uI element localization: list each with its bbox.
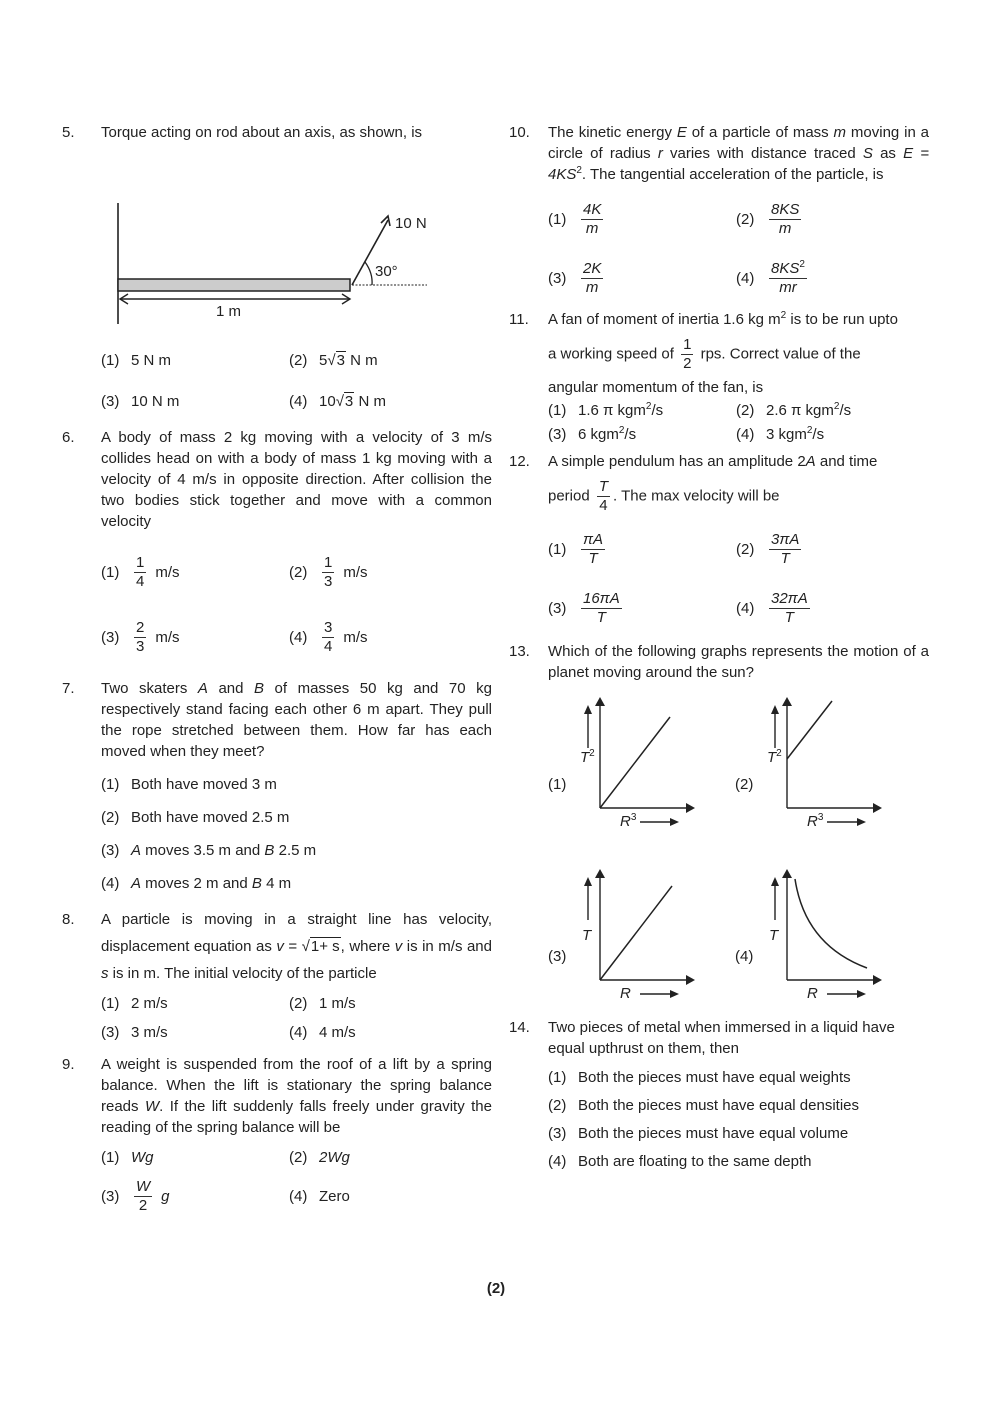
length-label: 1 m [216, 303, 242, 320]
angle-label: 30° [375, 263, 398, 280]
q11-options [509, 402, 929, 443]
question-6: 6. A body of mass 2 kg moving with a velocity of 3 m/s collides head on with a body of mass 1 kg moving with a velocity of 4 m/s in opposite direction. After collision the two bodies stick together and move with a common velocity [62, 429, 492, 530]
question-text: A weight is suspended from the roof of a lift by a spring balance. When the lift is stationary the spring balance reads W. If the lift suddenly falls freely under gravity the reading of the spring balance will be [101, 1056, 492, 1136]
option-1[interactable]: (1) 1.6 π kgm$^2$/s [548, 401, 664, 419]
option-3[interactable]: (3) $\frac{2}{3}$ m/s [101, 619, 180, 655]
option-1[interactable]: (1) $\frac{\pi A}{T}$ [548, 531, 604, 567]
rod-diagram [62, 149, 492, 324]
option-4[interactable]: (4) 4 m/s [289, 1024, 356, 1041]
sqrt-symbol: √1+ s [301, 938, 340, 955]
option-2[interactable]: (2) Both the pieces must have equal densities [548, 1096, 860, 1114]
option-3[interactable]: (3) 3 m/s [101, 1024, 168, 1041]
question-14: 14. Two pieces of metal when immersed in a liquid have equal upthrust on them, then [509, 1017, 929, 1059]
option-4[interactable]: (4) 10√3 N m [289, 393, 386, 410]
option-1[interactable]: (1) $\frac{4K}{m}$ [548, 201, 602, 237]
sqrt-symbol: √3 [335, 393, 354, 410]
option-3[interactable]: (3) 10 N m [101, 393, 180, 410]
option-1[interactable]: (1) Wg [101, 1149, 154, 1166]
option-3[interactable]: (3) $\frac{16\pi A}{T}$ [548, 590, 620, 626]
right-column [509, 122, 929, 1175]
option-4[interactable]: (4) $\frac{32\pi A}{T}$ [736, 590, 808, 626]
q10-options [509, 201, 929, 297]
option-3[interactable]: (3) Both the pieces must have equal volume [548, 1124, 849, 1142]
question-7: 7. Two skaters A and B of masses 50 kg and 70 kg respectively stand facing each other 6 m apart. They pull the rope stretched between them. How far has each moved when they meet? [62, 680, 492, 760]
option-2[interactable]: (2) 2.6 π kgm$^2$/s [736, 401, 852, 419]
option-2[interactable]: (2) 5√3 N m [289, 352, 378, 369]
option-1[interactable]: (1) $T^2$ $R^3$ [548, 693, 708, 853]
option-3[interactable]: (3) 6 kgm$^2$/s [548, 425, 637, 443]
option-3[interactable]: (3) T R [548, 865, 708, 1025]
question-text: A particle is moving in a straight line has velocity, displacement equation as v = √1+ s, where v is in m/s and s is in m. The initial velocity of the particle [101, 911, 492, 982]
question-number: 5. [62, 124, 75, 141]
option-1[interactable]: (1) 5 N m [101, 352, 172, 369]
option-2[interactable]: (2) $\frac{3\pi A}{T}$ [736, 531, 800, 567]
question-9: 9. A weight is suspended from the roof of a lift by a spring balance. When the lift is stationary the spring balance reads W. If the lift suddenly falls freely under gravity the reading of the spring balance will be [62, 1056, 492, 1136]
option-2[interactable]: (2) 1 m/s [289, 995, 356, 1012]
left-column [62, 122, 492, 1215]
question-text: Two skaters A and B of masses 50 kg and 70 kg respectively stand facing each other 6 m apart. They pull the rope stretched between them. How far has each moved when they meet? [101, 680, 492, 760]
question-10: 10. The kinetic energy E of a particle of mass m moving in a circle of radius r varies with distance traced S as $E = 4KS^2$. The tangential acceleration of the particle, is [509, 124, 930, 183]
torque-rod-figure [62, 149, 492, 324]
question-5 [62, 122, 492, 143]
option-3[interactable]: (3) $\frac{2K}{m}$ [548, 260, 602, 296]
option-1[interactable]: (1) Both have moved 3 m [101, 776, 277, 793]
question-text: Which of the following graphs represents the motion of a planet moving around the sun? [548, 643, 929, 681]
option-4[interactable]: (4) $\frac{3}{4}$ m/s [289, 619, 368, 655]
question-8: 8. A particle is moving in a straight line has velocity, displacement equation as v = √1+ s, where v is in m/s and s is in m. The initial velocity of the particle [62, 906, 492, 987]
option-4[interactable]: (4) T R [735, 865, 895, 1025]
page-number: (2) [486, 1280, 506, 1297]
option-1[interactable]: (1) $\frac{1}{4}$ m/s [101, 554, 180, 590]
option-4[interactable]: (4) A moves 2 m and B 4 m [101, 875, 292, 892]
sqrt-symbol: √3 [327, 352, 345, 369]
option-2[interactable]: (2) $\frac{8KS}{m}$ [736, 201, 800, 237]
question-text: Two pieces of metal when immersed in a liquid have equal upthrust on them, then [548, 1019, 895, 1057]
option-4[interactable]: (4) Both are floating to the same depth [548, 1152, 812, 1170]
question-text: Torque acting on rod about an axis, as shown, is [101, 124, 423, 141]
q6-options [62, 554, 492, 656]
question-13: 13. Which of the following graphs represents the motion of a planet moving around the sun? [509, 643, 929, 681]
force-label: 10 N [395, 215, 427, 232]
option-2[interactable]: (2) 2Wg [289, 1149, 350, 1166]
option-2[interactable]: (2) Both have moved 2.5 m [101, 809, 290, 826]
q9-options [62, 1149, 492, 1215]
q7-options [62, 768, 492, 900]
option-3[interactable]: (3) A moves 3.5 m and B 2.5 m [101, 842, 317, 859]
option-4[interactable]: (4) 3 kgm$^2$/s [736, 425, 825, 443]
question-text: A simple pendulum has an amplitude 2A and time period $\frac{T}{4}$ . The max velocity will be [548, 453, 878, 514]
option-1[interactable]: (1) 2 m/s [101, 995, 168, 1012]
q5-options [62, 352, 492, 410]
question-text: A fan of moment of inertia 1.6 kg $m^2$ is to be run upto a working speed of $\frac{1}{2}$ rps. Correct value of the angular momentum of the fan, is [548, 310, 898, 396]
option-2[interactable]: (2) $T^2$ $R^3$ [735, 693, 895, 853]
q8-options [62, 995, 492, 1041]
question-11: 11. A fan of moment of inertia 1.6 kg $m^2$ is to be run upto a working speed of $\frac{1}{2}$ rps. Correct value of the angular momentum of the fan, is [509, 309, 929, 398]
option-1[interactable]: (1) Both the pieces must have equal weights [548, 1068, 851, 1086]
q12-options [509, 531, 929, 627]
question-text: The kinetic energy E of a particle of mass m moving in a circle of radius r varies with distance traced S as $E = 4KS^2$. The tangential acceleration of the particle, is [548, 124, 930, 183]
option-4[interactable]: (4) $\frac{8KS^2}{mr}$ [736, 259, 805, 296]
question-text: A body of mass 2 kg moving with a velocity of 3 m/s collides head on with a body of mass 1 kg moving with a velocity of 4 m/s in opposite direction. After collision the two bodies stick together and move with a common velocity [101, 429, 492, 530]
option-2[interactable]: (2) $\frac{1}{3}$ m/s [289, 554, 368, 590]
q13-graphs [509, 693, 929, 1023]
q14-options [509, 1063, 929, 1175]
question-12: 12. A simple pendulum has an amplitude 2A and time period $\frac{T}{4}$ . The max velocity will be [509, 451, 929, 515]
option-3[interactable]: (3) $\frac{W}{2}$ g [101, 1178, 170, 1214]
option-4[interactable]: (4) Zero [289, 1188, 350, 1205]
